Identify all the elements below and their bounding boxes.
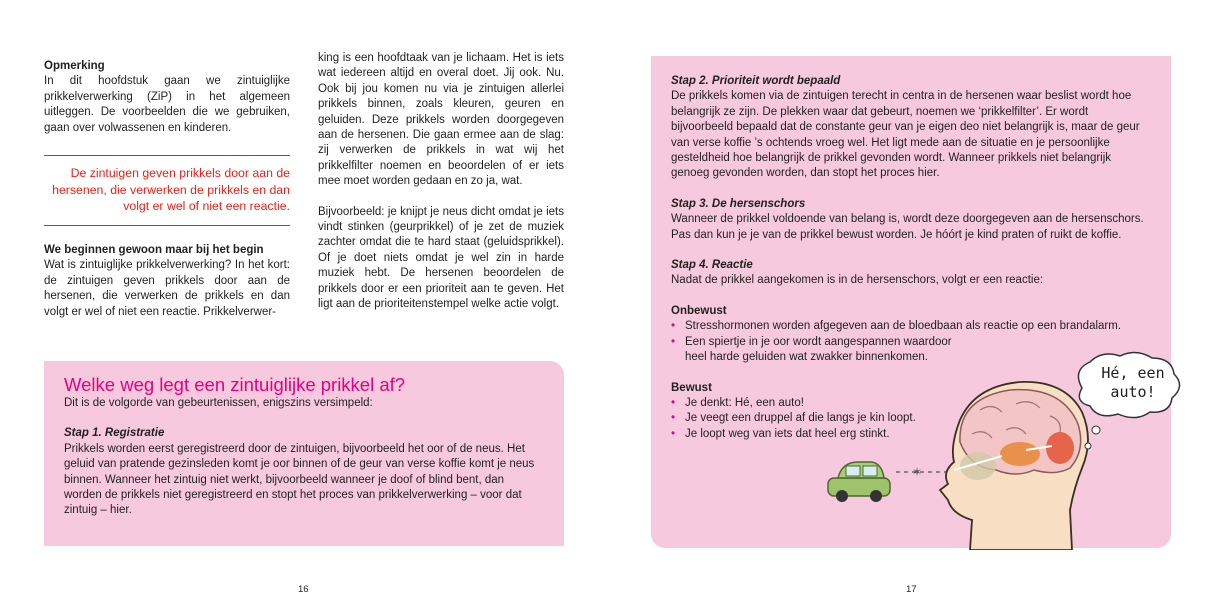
step1-heading: Stap 1. Registratie <box>64 427 165 440</box>
begin-heading: We beginnen gewoon maar bij het begin <box>44 244 264 256</box>
list-item: • Je veegt een druppel af die langs je kin loopt. <box>671 411 1151 426</box>
remark-text: In dit hoofdstuk gaan we zintuiglijke prikkelverwerking (ZiP) in het algemeen uitleggen. De voorbeelden die we gebruiken, gaan over volwassenen en kinderen. <box>44 75 290 134</box>
step2-heading: Stap 2. Prioriteit wordt bepaald <box>671 75 841 87</box>
step1-text: Prikkels worden eerst geregistreerd door de zintuigen, bijvoorbeeld het oor of de neus. Het geluid van pratende gezinsleden komt je oor binnen of de geur van verse koffie komt je neus binnen. Wanneer het zintuig niet werkt, bijvoorbeeld wanneer je doof of blind bent, dan worden de prikkels niet geregistreerd en stopt het proces van prikkelverwerking – voor dat zintuig – hier. <box>64 442 535 517</box>
box-title: Welke weg legt een zintuiglijke prikkel af? <box>64 374 406 395</box>
car-icon <box>828 462 890 502</box>
pull-quote <box>44 155 290 226</box>
list-item: • Je denkt: Hé, een auto! <box>671 396 1151 411</box>
list-item: • Een spiertje in je oor wordt aangespannen waardoor heel harde geluiden wat zwakker binnenkomen. <box>671 335 971 366</box>
info-box-left <box>44 361 564 546</box>
step4-heading: Stap 4. Reactie <box>671 259 753 272</box>
unconscious-heading: Onbewust <box>671 304 727 317</box>
pull-quote-text: De zintuigen geven prikkels door aan de hersenen, die verwerken de prikkels en dan volgt er wel of niet een reactie. <box>52 166 290 213</box>
page-number-right: 17 <box>906 584 917 595</box>
remark-heading: Opmerking <box>44 60 105 72</box>
list-item: • Stresshormonen worden afgegeven aan de bloedbaan als reactie op een brandalarm. <box>671 319 1165 334</box>
left-column-1 <box>44 59 290 136</box>
box-intro: Dit is de volgorde van gebeurtenissen, enigszins versimpeld: <box>64 397 373 409</box>
left-column-2 <box>318 51 564 313</box>
col2-paragraph-1: king is een hoofdtaak van je lichaam. Het is iets wat iedereen altijd en overal doet. Jij ook. Nu. Ook bij jou komen nu via je zintuigen allerlei prikkels binnen, zoals kleuren, geuren en geluiden. Deze prikkels worden doorgegeven aan de hersenen. Die gaan ermee aan de slag: zij verwerken de prikkels in wat wij het prikkelfilter noemen en beoordelen of er iets mee moet worden gedaan en zo ja, wat. <box>318 52 564 188</box>
thought-bubble-text: Hé, een auto! <box>1101 364 1165 401</box>
col2-paragraph-2: Bijvoorbeeld: je knijpt je neus dicht omdat je iets vindt stinken (geurprikkel) of je zet de muziek zachter omdat die te hard staat (geluidsprikkel). Of je doet niets omdat je wel zin in harde muziek hebt. De hersenen beoordelen de prikkels door er een prioriteit aan te geven. Het ligt aan de prioriteitenstempel welke actie volgt. <box>318 205 564 311</box>
step4-text: Nadat de prikkel aangekomen is in de hersenschors, volgt er een reactie: <box>671 274 1044 287</box>
step3-text: Wanneer de prikkel voldoende van belang is, wordt deze doorgegeven aan de hersenschors. Pas dan kun je je van de prikkel bewust worden. Je hóórt je kind praten of ruikt de koffie. <box>671 213 1144 241</box>
begin-text: Wat is zintuiglijke prikkelverwerking? In het kort: de zintuigen geven prikkels door aan de hersenen, die verwerken de prikkels en dan volgt er wel of niet een reactie. Prikkelverwer- <box>44 259 290 318</box>
svg-text:✶: ✶ <box>912 465 923 479</box>
begin-section <box>44 243 290 320</box>
step2-text: De prikkels komen via de zintuigen terecht in centra in de hersenen waar beslist wordt hoe belangrijk ze zijn. De plekken waar dat gebeurt, noemen we ‘prikkelfilter’. Er wordt bijvoorbeeld bepaald dat de constante geur van je eigen deo niet belangrijk is, maar de geur van verse koffie ’s ochtends vroeg wel. Het ligt mede aan de situatie en je persoonlijke gesteldheid hoe belangrijk de prikkel gevonden wordt. Wanneer prikkels niet belangrijk genoeg gevonden worden, dan stopt het proces hier. <box>671 90 1140 180</box>
conscious-heading: Bewust <box>671 381 712 394</box>
page-number-left: 16 <box>298 584 309 595</box>
step3-heading: Stap 3. De hersenschors <box>671 197 806 210</box>
list-item: • Je loopt weg van iets dat heel erg stinkt. <box>671 427 1151 442</box>
